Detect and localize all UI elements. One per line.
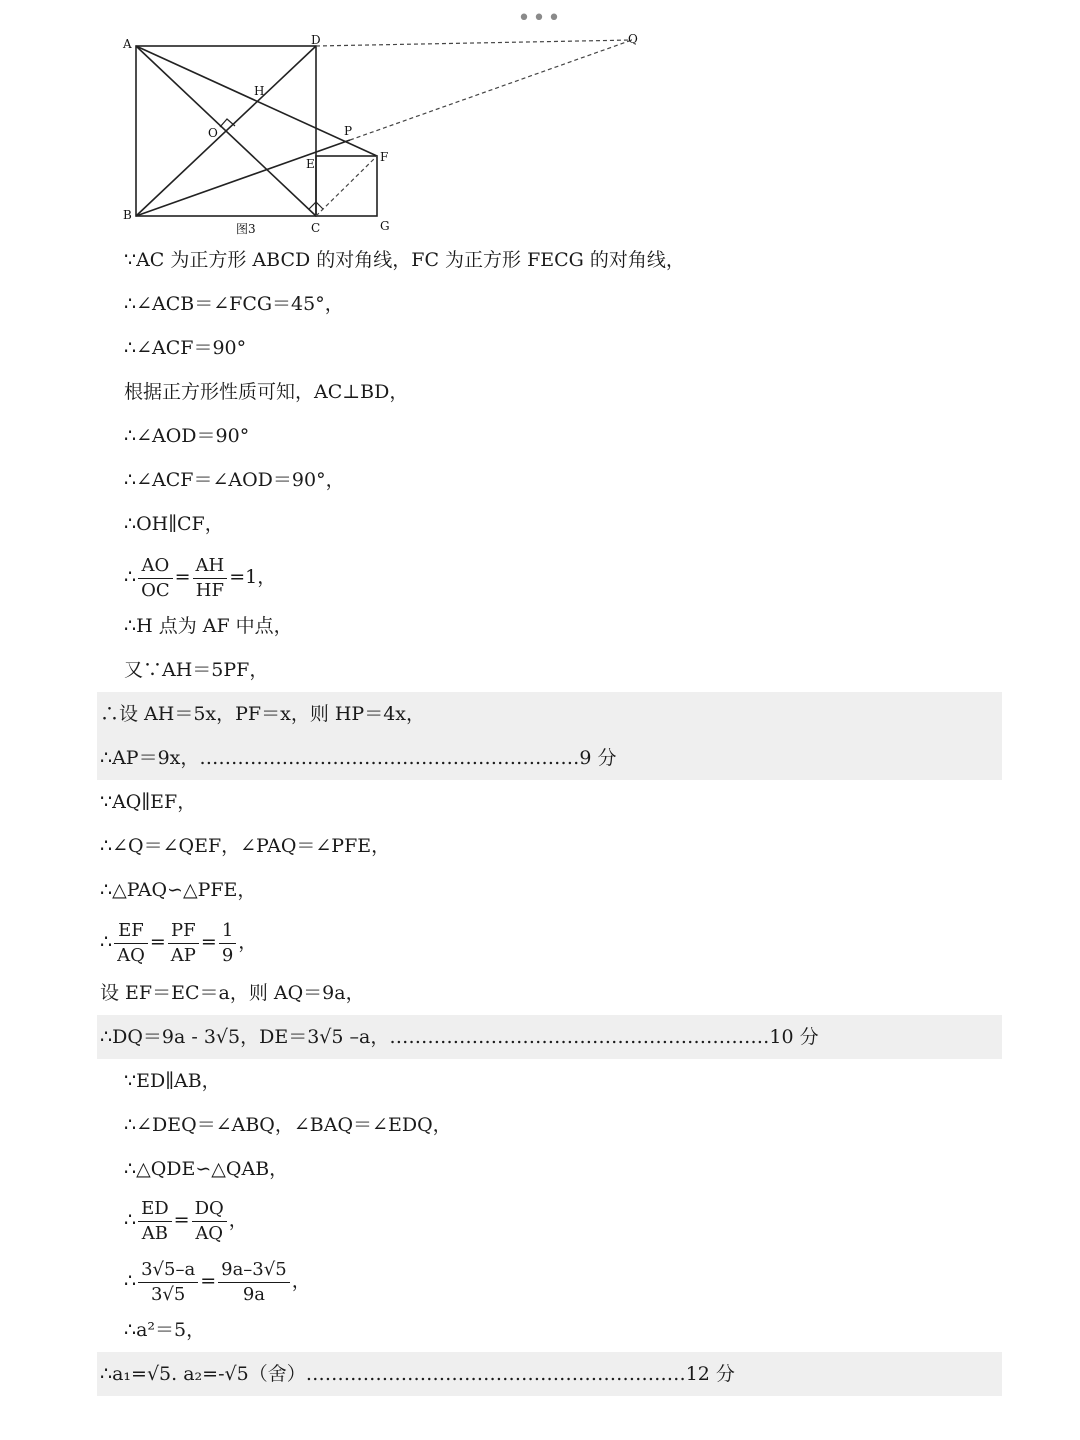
solution-line: ∴OH∥CF， (124, 513, 224, 535)
figure-caption: 图3 (236, 222, 256, 236)
solution-line: ∴a²＝5， (124, 1319, 206, 1341)
segment-af (136, 46, 377, 156)
solution-line: ∵AQ∥EF， (100, 791, 197, 813)
score-line-9: ∴AP＝9x，……………………………………………………9 分 (100, 747, 617, 769)
solution-line: ∴∠ACF＝90° (124, 337, 247, 359)
score-line-12: ∴a₁=√5. a₂=-√5（舍）……………………………………………………12 分 (100, 1363, 735, 1385)
solution-line: ∴∠AOD＝90° (124, 425, 250, 447)
solution-line: ∵ED∥AB， (124, 1070, 221, 1092)
label-q: Q (628, 32, 638, 46)
solution-line: ∴∠DEQ＝∠ABQ，∠BAQ＝∠EDQ， (124, 1114, 452, 1136)
label-f: F (380, 150, 389, 164)
solution-line: ∴∠Q＝∠QEF，∠PAQ＝∠PFE， (100, 835, 391, 857)
geometry-figure (115, 28, 655, 243)
solution-line: ∴设 AH＝5x，PF＝x，则 HP＝4x， (100, 703, 426, 725)
label-e: E (306, 157, 315, 171)
solution-line: ∴△PAQ∽△PFE， (100, 879, 257, 901)
solution-line: ∴∠ACB＝∠FCG＝45°， (124, 293, 344, 315)
dashed-pq (350, 40, 632, 140)
label-a: A (123, 37, 132, 51)
fraction-line: ∴ $\frac{ED}{AB}$ = $\frac{DQ}{AQ}$ ， (124, 1197, 248, 1244)
more-options-icon[interactable]: ••• (517, 6, 563, 31)
fraction-line: ∴ $\frac{3√5-a}{3√5}$ = $\frac{9a-3√5}{9a}$ ， (124, 1258, 311, 1305)
solution-line: ∴△QDE∽△QAB， (124, 1158, 289, 1180)
solution-line: 又∵AH＝5PF， (124, 659, 269, 681)
right-angle-o (220, 119, 235, 127)
solution-line: 根据正方形性质可知，AC⊥BD， (124, 381, 409, 403)
label-o: O (208, 126, 218, 140)
solution-line: ∴H 点为 AF 中点， (124, 615, 293, 637)
solution-line: ∴∠ACF＝∠AOD＝90°， (124, 469, 345, 491)
solution-line: 设 EF＝EC＝a，则 AQ＝9a， (100, 982, 365, 1004)
dashed-dq (316, 40, 632, 46)
label-c: C (311, 221, 321, 235)
fraction-line: ∴ $\frac{AO}{OC}$ = $\frac{AH}{HF}$ =1， (124, 554, 277, 601)
label-b: B (123, 208, 132, 222)
solution-line: ∵AC 为正方形 ABCD 的对角线，FC 为正方形 FECG 的对角线， (124, 249, 685, 271)
label-p: P (344, 124, 353, 138)
label-g: G (380, 219, 390, 233)
score-line-10: ∴DQ＝9a - 3√5，DE＝3√5 –a，……………………………………………………10 分 (100, 1026, 819, 1048)
label-d: D (311, 33, 321, 47)
label-h: H (254, 84, 265, 98)
fraction-line: ∴ $\frac{EF}{AQ}$ = $\frac{PF}{AP}$ = $\frac{1}{9}$ ， (100, 919, 258, 966)
dashed-cf (316, 156, 377, 216)
